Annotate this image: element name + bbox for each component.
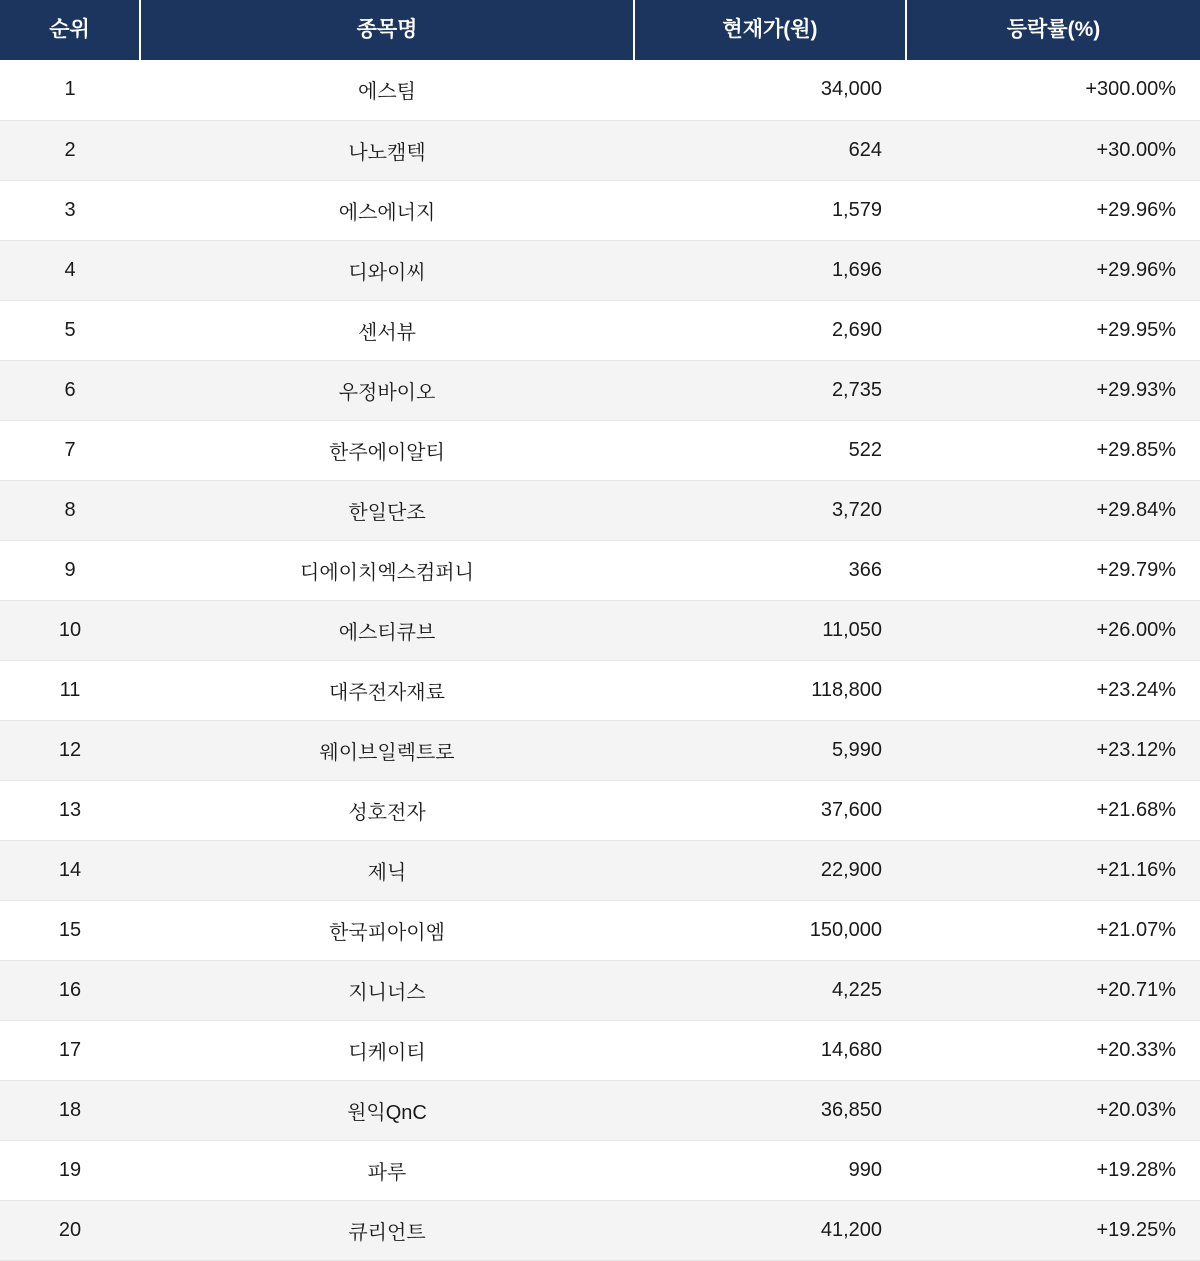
cell-rank: 3: [0, 180, 140, 240]
cell-name: 성호전자: [140, 780, 634, 840]
cell-price: 3,720: [634, 480, 906, 540]
cell-change: +29.96%: [906, 240, 1200, 300]
cell-change: +29.95%: [906, 300, 1200, 360]
table-row[interactable]: [0, 600, 1200, 660]
table-row[interactable]: [0, 1080, 1200, 1140]
cell-change: +21.16%: [906, 840, 1200, 900]
cell-name: 센서뷰: [140, 300, 634, 360]
cell-change: +29.84%: [906, 480, 1200, 540]
table-row[interactable]: [0, 300, 1200, 360]
cell-rank: 17: [0, 1020, 140, 1080]
cell-name: 파루: [140, 1140, 634, 1200]
table-row[interactable]: [0, 240, 1200, 300]
table-row[interactable]: [0, 1200, 1200, 1260]
cell-change: +20.33%: [906, 1020, 1200, 1080]
cell-price: 2,735: [634, 360, 906, 420]
cell-name: 한주에이알티: [140, 420, 634, 480]
table-row[interactable]: [0, 360, 1200, 420]
cell-price: 1,579: [634, 180, 906, 240]
cell-price: 1,696: [634, 240, 906, 300]
table-header: [0, 0, 1200, 60]
cell-change: +300.00%: [906, 60, 1200, 120]
cell-price: 624: [634, 120, 906, 180]
cell-name: 큐리언트: [140, 1200, 634, 1260]
cell-change: +30.00%: [906, 120, 1200, 180]
cell-rank: 4: [0, 240, 140, 300]
cell-name: 웨이브일렉트로: [140, 720, 634, 780]
cell-price: 34,000: [634, 60, 906, 120]
table-row[interactable]: [0, 780, 1200, 840]
column-header-rank: 순위: [0, 0, 140, 60]
cell-price: 22,900: [634, 840, 906, 900]
cell-rank: 5: [0, 300, 140, 360]
table-row[interactable]: [0, 120, 1200, 180]
cell-change: +20.71%: [906, 960, 1200, 1020]
column-header-name: 종목명: [140, 0, 634, 60]
cell-name: 제닉: [140, 840, 634, 900]
cell-change: +21.68%: [906, 780, 1200, 840]
table-row[interactable]: [0, 720, 1200, 780]
cell-change: +21.07%: [906, 900, 1200, 960]
cell-name: 원익QnC: [140, 1080, 634, 1140]
table-row[interactable]: [0, 480, 1200, 540]
table-row[interactable]: [0, 960, 1200, 1020]
cell-change: +23.24%: [906, 660, 1200, 720]
table-row[interactable]: [0, 420, 1200, 480]
cell-price: 36,850: [634, 1080, 906, 1140]
cell-name: 나노캠텍: [140, 120, 634, 180]
cell-rank: 9: [0, 540, 140, 600]
cell-price: 5,990: [634, 720, 906, 780]
cell-name: 에스에너지: [140, 180, 634, 240]
cell-rank: 19: [0, 1140, 140, 1200]
table-row[interactable]: [0, 840, 1200, 900]
cell-change: +20.03%: [906, 1080, 1200, 1140]
table-row[interactable]: [0, 540, 1200, 600]
cell-name: 대주전자재료: [140, 660, 634, 720]
cell-rank: 7: [0, 420, 140, 480]
table-row[interactable]: [0, 180, 1200, 240]
cell-name: 디케이티: [140, 1020, 634, 1080]
cell-price: 14,680: [634, 1020, 906, 1080]
cell-price: 4,225: [634, 960, 906, 1020]
table-row[interactable]: [0, 1020, 1200, 1080]
cell-price: 150,000: [634, 900, 906, 960]
cell-change: +19.28%: [906, 1140, 1200, 1200]
cell-change: +29.85%: [906, 420, 1200, 480]
cell-rank: 15: [0, 900, 140, 960]
cell-change: +29.79%: [906, 540, 1200, 600]
cell-name: 에스팀: [140, 60, 634, 120]
column-header-change: 등락률(%): [906, 0, 1200, 60]
cell-rank: 13: [0, 780, 140, 840]
table-header-row: [0, 0, 1200, 60]
cell-name: 한국피아이엠: [140, 900, 634, 960]
cell-change: +19.25%: [906, 1200, 1200, 1260]
cell-rank: 1: [0, 60, 140, 120]
cell-name: 우정바이오: [140, 360, 634, 420]
cell-name: 에스티큐브: [140, 600, 634, 660]
cell-change: +23.12%: [906, 720, 1200, 780]
table-row[interactable]: [0, 1140, 1200, 1200]
cell-price: 41,200: [634, 1200, 906, 1260]
cell-rank: 20: [0, 1200, 140, 1260]
cell-rank: 8: [0, 480, 140, 540]
cell-rank: 12: [0, 720, 140, 780]
cell-price: 2,690: [634, 300, 906, 360]
cell-change: +29.93%: [906, 360, 1200, 420]
cell-price: 11,050: [634, 600, 906, 660]
cell-name: 지니너스: [140, 960, 634, 1020]
table-body: [0, 60, 1200, 1260]
column-header-price: 현재가(원): [634, 0, 906, 60]
table-row[interactable]: [0, 900, 1200, 960]
cell-rank: 10: [0, 600, 140, 660]
cell-price: 366: [634, 540, 906, 600]
cell-rank: 18: [0, 1080, 140, 1140]
cell-rank: 2: [0, 120, 140, 180]
cell-price: 522: [634, 420, 906, 480]
cell-name: 디와이씨: [140, 240, 634, 300]
cell-change: +29.96%: [906, 180, 1200, 240]
cell-price: 118,800: [634, 660, 906, 720]
cell-price: 990: [634, 1140, 906, 1200]
table-row[interactable]: [0, 60, 1200, 120]
cell-price: 37,600: [634, 780, 906, 840]
cell-name: 한일단조: [140, 480, 634, 540]
cell-rank: 14: [0, 840, 140, 900]
cell-rank: 11: [0, 660, 140, 720]
cell-rank: 16: [0, 960, 140, 1020]
cell-change: +26.00%: [906, 600, 1200, 660]
cell-name: 디에이치엑스컴퍼니: [140, 540, 634, 600]
table-row[interactable]: [0, 660, 1200, 720]
cell-rank: 6: [0, 360, 140, 420]
